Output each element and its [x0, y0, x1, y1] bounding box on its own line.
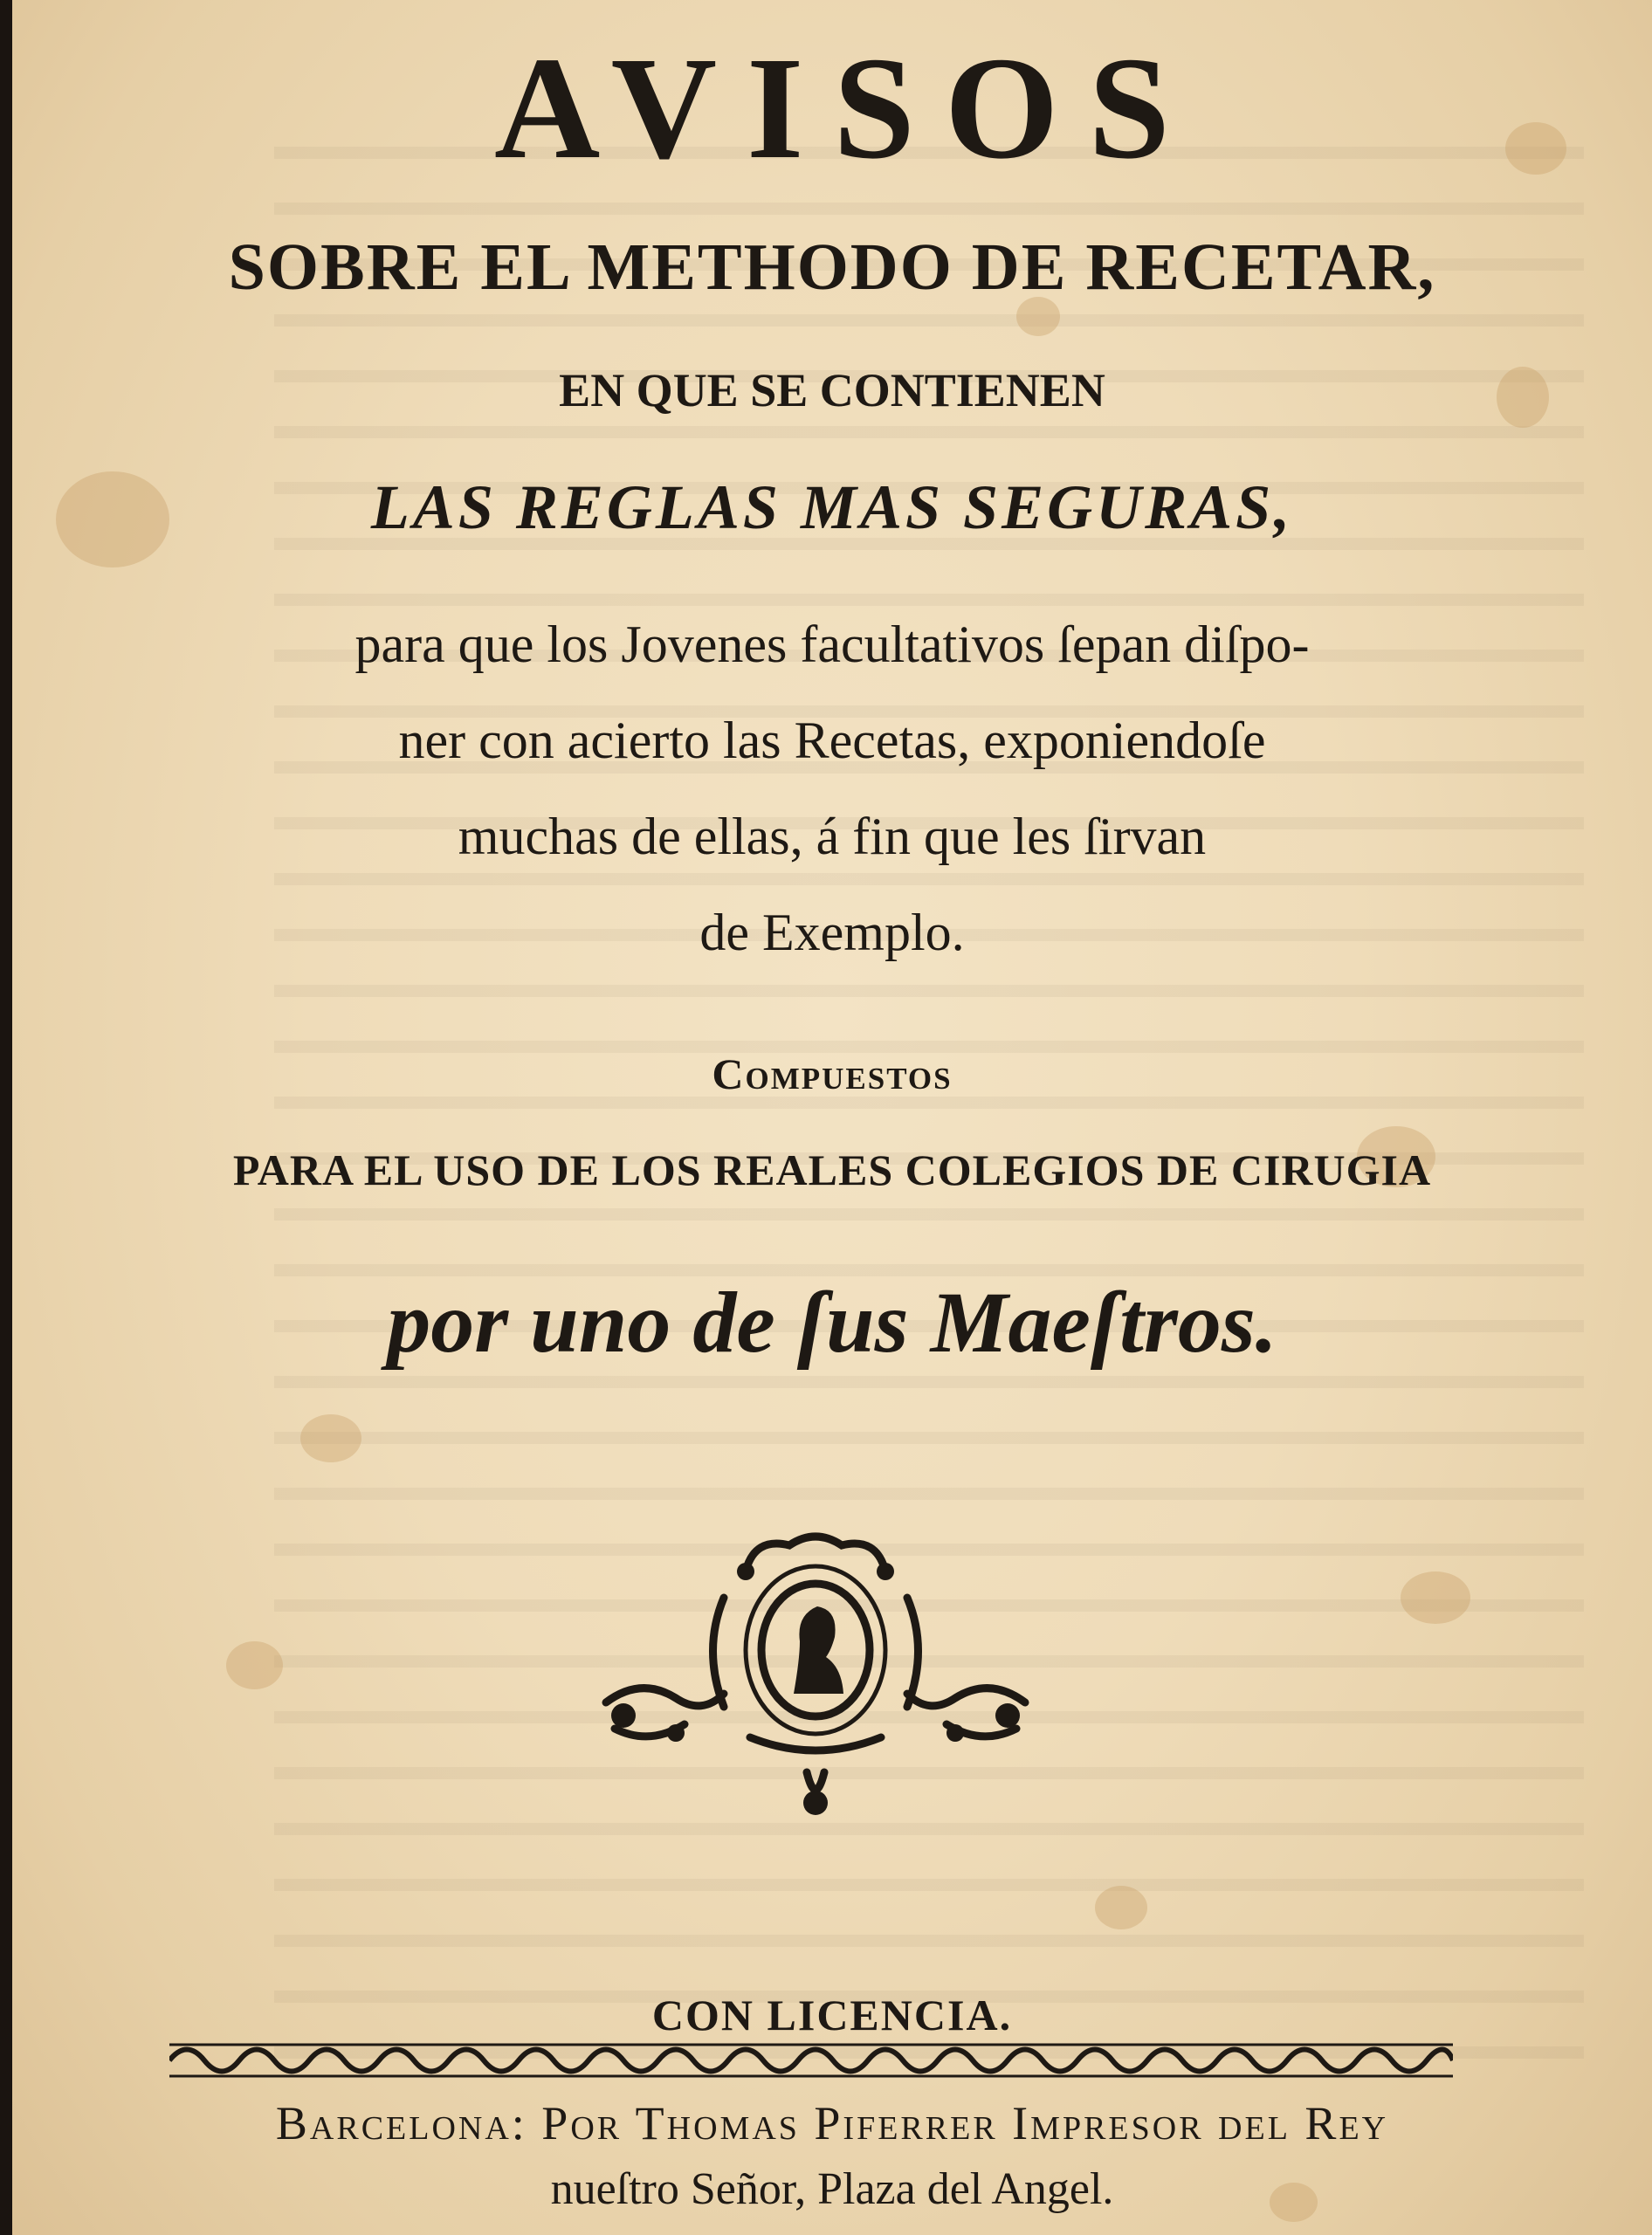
- ornamental-rule-icon: [169, 2034, 1453, 2087]
- description-line: muchas de ellas, á fin que les ſirvan: [458, 808, 1207, 865]
- foxing-stain: [1401, 1571, 1470, 1624]
- title-page: [12, 0, 1652, 2235]
- imprint-line: Barcelona: Por Thomas Piferrer Impreſor del Rey: [275, 2097, 1389, 2149]
- subtitle-secondary: EN QUE SE CONTIENEN: [559, 364, 1105, 416]
- description-line: ner con acierto las Recetas, exponiendoſe: [398, 712, 1266, 769]
- imprint-line: nueſtro Señor, Plaza del Angel.: [550, 2164, 1114, 2214]
- licence-line: CON LICENCIA.: [651, 1991, 1013, 2039]
- foxing-stain: [300, 1414, 361, 1462]
- description-line: de Exemplo.: [699, 904, 965, 961]
- foxing-stain: [1095, 1886, 1147, 1929]
- description-line: para que los Jovenes facultativos ſepan diſpo-: [354, 615, 1310, 673]
- purpose-line: PARA EL USO DE LOS REALES COLEGIOS DE CIRUGIA: [232, 1145, 1432, 1194]
- foxing-stain: [226, 1641, 283, 1689]
- author-line: por uno de ſus Maeſtros.: [387, 1274, 1277, 1371]
- composed-heading: Compuestos: [712, 1049, 953, 1098]
- subtitle-emphasis: LAS REGLAS MAS SEGURAS,: [370, 472, 1294, 542]
- cameo-portrait-ornament-icon: [571, 1519, 1060, 1833]
- subtitle: SOBRE EL METHODO DE RECETAR,: [228, 230, 1436, 304]
- page-title: AVISOS: [494, 27, 1200, 189]
